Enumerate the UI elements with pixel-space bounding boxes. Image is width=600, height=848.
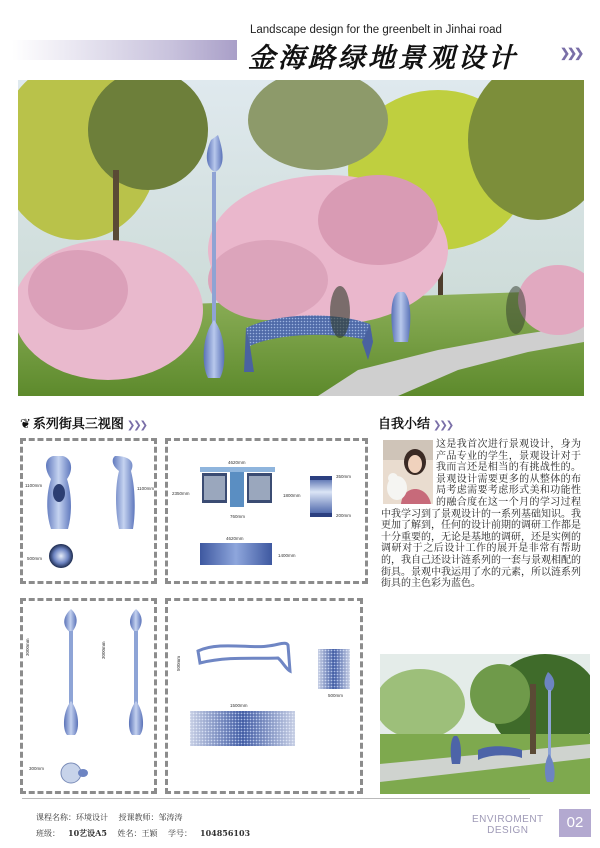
dim-label: 4620mm xyxy=(226,536,244,541)
brand-line-1: ENVIROMENT xyxy=(472,814,544,825)
class-value: 10艺设A5 xyxy=(68,828,107,838)
lamp-three-view-panel xyxy=(20,598,157,794)
course-name: 课程名称：环境设计 xyxy=(36,813,108,822)
brand-label xyxy=(472,814,544,836)
student-portrait-photo xyxy=(383,440,433,504)
hero-render-image xyxy=(18,80,584,396)
dim-label: 1100mm xyxy=(25,483,43,488)
dim-label: 500mm xyxy=(328,693,344,698)
dim-label: 4620mm xyxy=(228,460,246,465)
student-id-value: 104856103 xyxy=(200,828,251,838)
chevron-icon: ❯❯❯ xyxy=(433,420,453,431)
footer-course-row xyxy=(36,812,191,823)
site-render-photo xyxy=(380,654,590,794)
dim-label: 3000mm xyxy=(101,641,106,659)
dim-label: 3000mm xyxy=(25,638,30,656)
footer-student-row xyxy=(36,828,258,839)
dim-label: 300mm xyxy=(29,766,45,771)
title-chevron-icon: ❯❯❯ xyxy=(560,46,582,60)
self-summary-text: 这是我首次进行景观设计，身为产品专业的学生，景观设计对于我而言还是相当的有挑战性的。景观设计需要更多的从整体的布局考虑需要考虑形式美和功能性的融合度在这一个月的学习过程中我学习到了景观设计的一系列基础知识。我更加了解到，任何的设计前期的调研工作都是十分重要的，无论是基地的调研，还是实例的调研对于之后设计工作的展开是非常有帮助的，我自己还设计涟系列的一套与景观相配的街具。景观中我运用了水的元素，所以涟系列街具的主色彩为蓝色。 xyxy=(381,439,581,590)
summary-section-title: 自我小结 xyxy=(378,417,431,432)
dim-label: 1500mm xyxy=(230,703,248,708)
class-label: 班级： xyxy=(36,829,60,838)
brand-line-2: DESIGN xyxy=(487,825,529,836)
student-name: 姓名：王颖 xyxy=(117,829,158,838)
dim-label: 1100mm xyxy=(137,486,155,491)
page-number: 02 xyxy=(559,809,591,837)
dim-label: 1800mm xyxy=(283,493,301,498)
dim-label: 1400mm xyxy=(278,553,296,558)
wave-bench-three-view-panel xyxy=(165,598,363,794)
bollard-three-view-panel xyxy=(20,438,157,584)
title-gradient-bar xyxy=(12,40,237,60)
furniture-section-title: 系列街具三视图 xyxy=(32,417,124,432)
dim-label: 500mm xyxy=(27,556,43,561)
student-id-label: 学号： xyxy=(168,829,192,838)
dim-label: 2350mm xyxy=(172,491,190,496)
bench-three-view-panel xyxy=(165,438,368,584)
chevron-icon: ❯❯❯ xyxy=(126,420,147,431)
dim-label: 350mm xyxy=(336,474,352,479)
dim-label: 200mm xyxy=(336,513,352,518)
subtitle-english: Landscape design for the greenbelt in Jinhai road xyxy=(250,24,502,36)
page-title: 金海路绿地景观设计 xyxy=(248,43,518,74)
dim-label: 760mm xyxy=(230,514,246,519)
summary-section-heading xyxy=(378,413,452,432)
leaf-icon: ❦ xyxy=(20,417,31,432)
furniture-section-heading xyxy=(20,413,146,432)
footer-divider xyxy=(22,798,530,799)
dim-label: 500mm xyxy=(176,655,181,671)
teacher-name: 授课教师：邹涛涛 xyxy=(118,813,183,822)
